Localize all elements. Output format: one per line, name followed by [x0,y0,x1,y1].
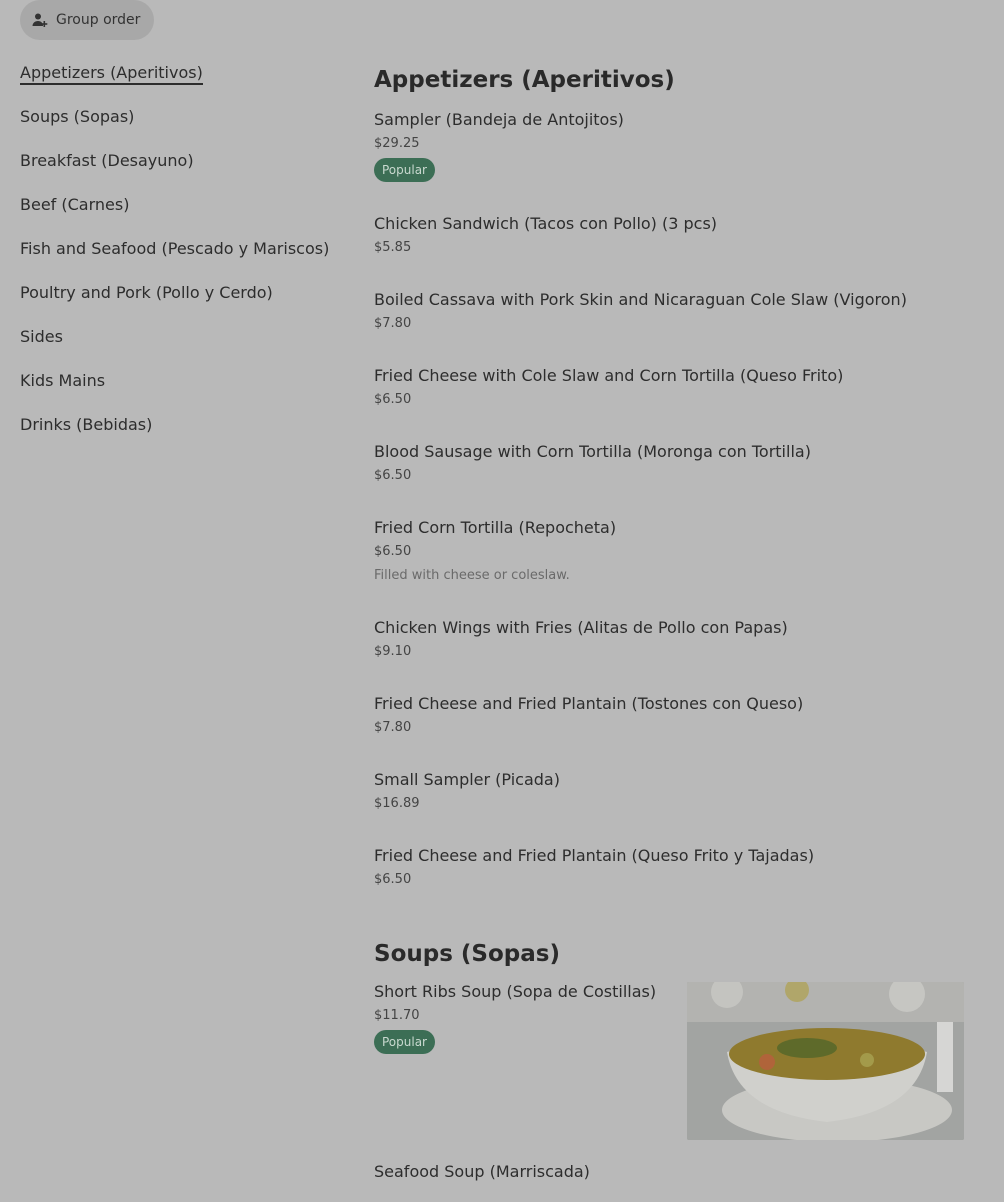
sidebar-item-appetizers[interactable]: Appetizers (Aperitivos) [20,60,340,104]
item-description: Filled with cheese or coleslaw. [374,568,570,583]
item-name: Fried Corn Tortilla (Repocheta) [374,518,617,537]
menu-item[interactable] [374,442,974,518]
sidebar-item-drinks[interactable]: Drinks (Bebidas) [20,415,153,434]
item-price: $6.50 [374,392,412,407]
item-name: Seafood Soup (Marriscada) [374,1162,590,1181]
sidebar-item-beef[interactable]: Beef (Carnes) [20,195,130,214]
item-price: $29.25 [374,136,420,151]
item-name: Chicken Sandwich (Tacos con Pollo) (3 pcs) [374,214,718,233]
item-name: Fried Cheese and Fried Plantain (Queso Frito y Tajadas) [374,846,815,865]
menu-item[interactable] [374,982,974,1162]
menu-item[interactable] [374,846,974,934]
menu-item[interactable] [374,290,974,366]
item-name: Small Sampler (Picada) [374,770,560,789]
menu-item[interactable] [374,1162,974,1202]
section-title-appetizers: Appetizers (Aperitivos) [374,67,675,93]
sidebar-item-breakfast[interactable]: Breakfast (Desayuno) [20,151,194,170]
menu-item[interactable] [374,694,974,770]
item-name: Blood Sausage with Corn Tortilla (Moronga con Tortilla) [374,442,811,461]
item-price: $7.80 [374,720,412,735]
item-price: $6.50 [374,544,412,559]
section-title-soups: Soups (Sopas) [374,941,560,967]
group-order-button[interactable] [20,0,154,40]
item-price: $6.50 [374,872,412,887]
item-name: Sampler (Bandeja de Antojitos) [374,110,624,129]
menu-item[interactable] [374,518,974,618]
item-name: Chicken Wings with Fries (Alitas de Pollo con Papas) [374,618,788,637]
item-name: Fried Cheese with Cole Slaw and Corn Tortilla (Queso Frito) [374,366,844,385]
menu-item[interactable] [374,214,974,290]
sidebar-item-poultry-pork[interactable]: Poultry and Pork (Pollo y Cerdo) [20,283,273,302]
item-price: $5.85 [374,240,412,255]
sidebar-item-fish-seafood[interactable]: Fish and Seafood (Pescado y Mariscos) [20,239,330,258]
sidebar-item-soups[interactable]: Soups (Sopas) [20,107,135,126]
item-price: $11.70 [374,1008,420,1023]
menu-item[interactable] [374,110,974,214]
menu-item[interactable] [374,770,974,846]
add-person-icon [32,12,48,28]
menu-item[interactable] [374,366,974,442]
popular-badge: Popular [374,158,435,182]
menu-item[interactable] [374,618,974,694]
item-name: Short Ribs Soup (Sopa de Costillas) [374,982,657,1001]
category-nav [20,60,340,456]
group-order-label: Group order [56,12,141,28]
soup-bowl-photo [687,982,964,1140]
item-name: Boiled Cassava with Pork Skin and Nicaraguan Cole Slaw (Vigoron) [374,290,907,309]
sidebar-item-sides[interactable]: Sides [20,327,63,346]
popular-badge: Popular [374,1030,435,1054]
item-price: $6.50 [374,468,412,483]
item-price: $9.10 [374,644,412,659]
item-price: $7.80 [374,316,412,331]
item-price: $16.89 [374,796,420,811]
item-name: Fried Cheese and Fried Plantain (Tostones con Queso) [374,694,804,713]
sidebar-item-kids-mains[interactable]: Kids Mains [20,371,106,390]
menu-content [374,60,974,1202]
